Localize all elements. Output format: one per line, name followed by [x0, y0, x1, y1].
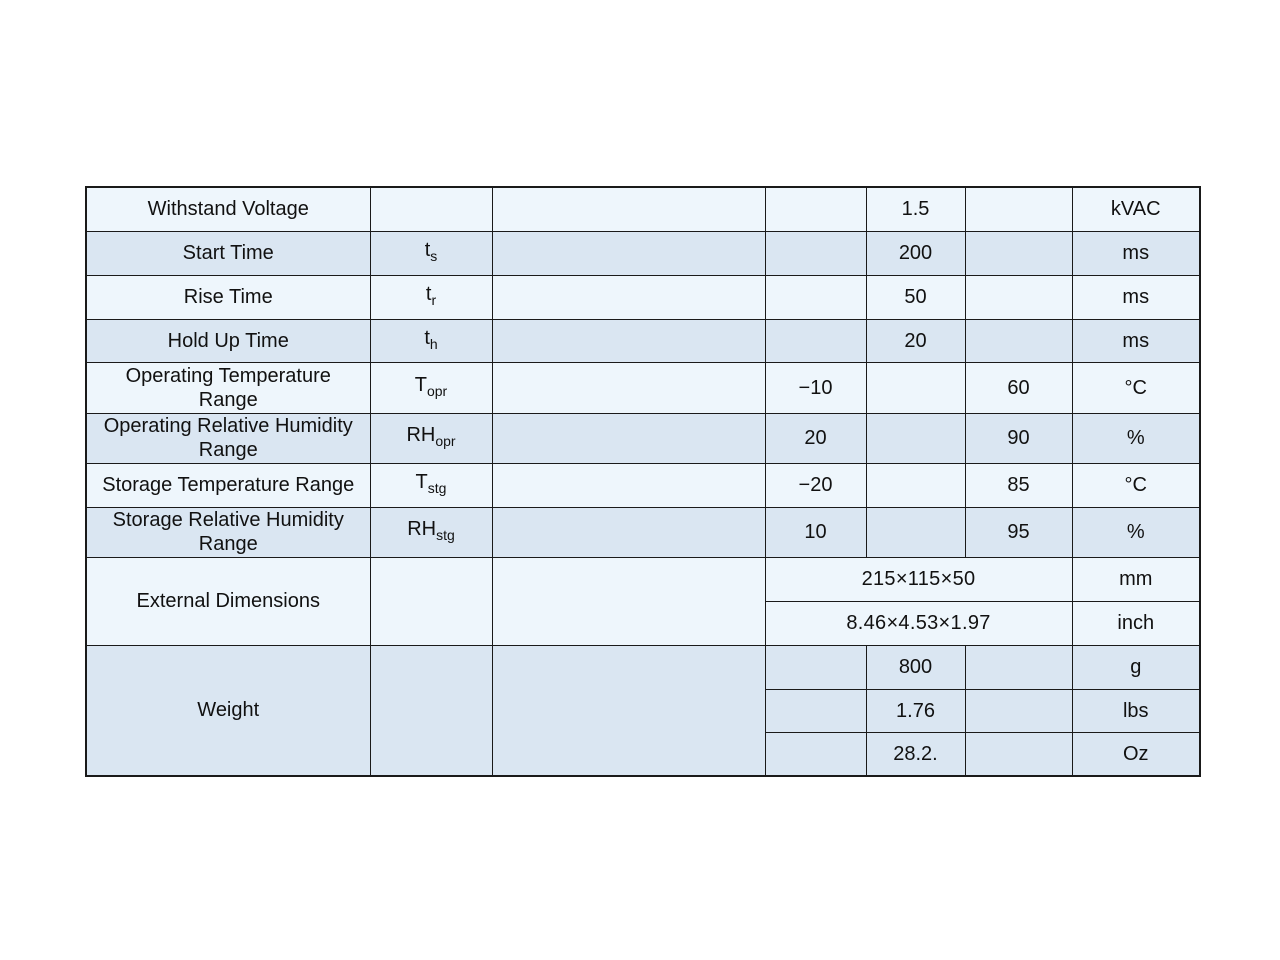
min-cell	[765, 732, 866, 776]
max-cell: 85	[965, 463, 1072, 507]
condition-cell	[492, 275, 765, 319]
max-cell	[965, 689, 1072, 732]
typ-cell: 20	[866, 319, 965, 362]
min-cell: 10	[765, 507, 866, 557]
condition-cell	[492, 319, 765, 362]
table-row	[86, 463, 1200, 507]
unit-cell: inch	[1072, 601, 1200, 645]
max-cell	[965, 187, 1072, 231]
table-row	[86, 231, 1200, 275]
symbol-cell	[370, 645, 492, 776]
condition-cell	[492, 231, 765, 275]
min-cell	[765, 645, 866, 689]
max-cell: 95	[965, 507, 1072, 557]
dimensions-inch-value: 8.46×4.53×1.97	[765, 601, 1072, 645]
typ-cell: 50	[866, 275, 965, 319]
table-row	[86, 275, 1200, 319]
unit-cell: °C	[1072, 362, 1200, 413]
parameter-cell: Weight	[86, 645, 370, 776]
min-cell	[765, 231, 866, 275]
min-cell	[765, 275, 866, 319]
unit-cell: %	[1072, 413, 1200, 463]
symbol-cell	[370, 557, 492, 645]
table-row	[86, 187, 1200, 231]
unit-cell: lbs	[1072, 689, 1200, 732]
table-row	[86, 362, 1200, 413]
typ-cell: 800	[866, 645, 965, 689]
symbol-cell: $T_{opr}$	[370, 362, 492, 413]
symbol-cell: $RH_{opr}$	[370, 413, 492, 463]
unit-cell: Oz	[1072, 732, 1200, 776]
condition-cell	[492, 463, 765, 507]
min-cell: −10	[765, 362, 866, 413]
table-row	[86, 645, 1200, 689]
typ-cell: 28.2.	[866, 732, 965, 776]
table-row	[86, 557, 1200, 601]
unit-cell: ms	[1072, 231, 1200, 275]
condition-cell	[492, 362, 765, 413]
dimensions-mm-value: 215×115×50	[765, 557, 1072, 601]
unit-cell: mm	[1072, 557, 1200, 601]
min-cell: −20	[765, 463, 866, 507]
min-cell	[765, 187, 866, 231]
typ-cell	[866, 362, 965, 413]
condition-cell	[492, 557, 765, 645]
parameter-cell: External Dimensions	[86, 557, 370, 645]
unit-cell: g	[1072, 645, 1200, 689]
symbol-cell: $t_r$	[370, 275, 492, 319]
symbol-cell	[370, 187, 492, 231]
table-row	[86, 507, 1200, 557]
unit-cell: ms	[1072, 319, 1200, 362]
specifications-table	[85, 186, 1201, 777]
table-row	[86, 413, 1200, 463]
typ-cell	[866, 507, 965, 557]
max-cell	[965, 275, 1072, 319]
typ-cell	[866, 413, 965, 463]
parameter-cell: Start Time	[86, 231, 370, 275]
min-cell	[765, 319, 866, 362]
parameter-cell: Operating Relative Humidity Range	[86, 413, 370, 463]
symbol-cell: $T_{stg}$	[370, 463, 492, 507]
symbol-cell: $t_h$	[370, 319, 492, 362]
parameter-cell: Hold Up Time	[86, 319, 370, 362]
parameter-cell: Withstand Voltage	[86, 187, 370, 231]
unit-cell: ms	[1072, 275, 1200, 319]
min-cell: 20	[765, 413, 866, 463]
max-cell	[965, 645, 1072, 689]
max-cell	[965, 732, 1072, 776]
parameter-cell: Storage Temperature Range	[86, 463, 370, 507]
symbol-cell: $RH_{stg}$	[370, 507, 492, 557]
max-cell: 90	[965, 413, 1072, 463]
condition-cell	[492, 645, 765, 776]
max-cell	[965, 231, 1072, 275]
min-cell	[765, 689, 866, 732]
condition-cell	[492, 413, 765, 463]
parameter-cell: Operating Temperature Range	[86, 362, 370, 413]
unit-cell: %	[1072, 507, 1200, 557]
condition-cell	[492, 187, 765, 231]
unit-cell: °C	[1072, 463, 1200, 507]
typ-cell: 1.5	[866, 187, 965, 231]
parameter-cell: Storage Relative Humidity Range	[86, 507, 370, 557]
symbol-cell: $t_s$	[370, 231, 492, 275]
typ-cell: 1.76	[866, 689, 965, 732]
typ-cell	[866, 463, 965, 507]
table-row	[86, 319, 1200, 362]
unit-cell: kVAC	[1072, 187, 1200, 231]
parameter-cell: Rise Time	[86, 275, 370, 319]
max-cell: 60	[965, 362, 1072, 413]
typ-cell: 200	[866, 231, 965, 275]
max-cell	[965, 319, 1072, 362]
condition-cell	[492, 507, 765, 557]
